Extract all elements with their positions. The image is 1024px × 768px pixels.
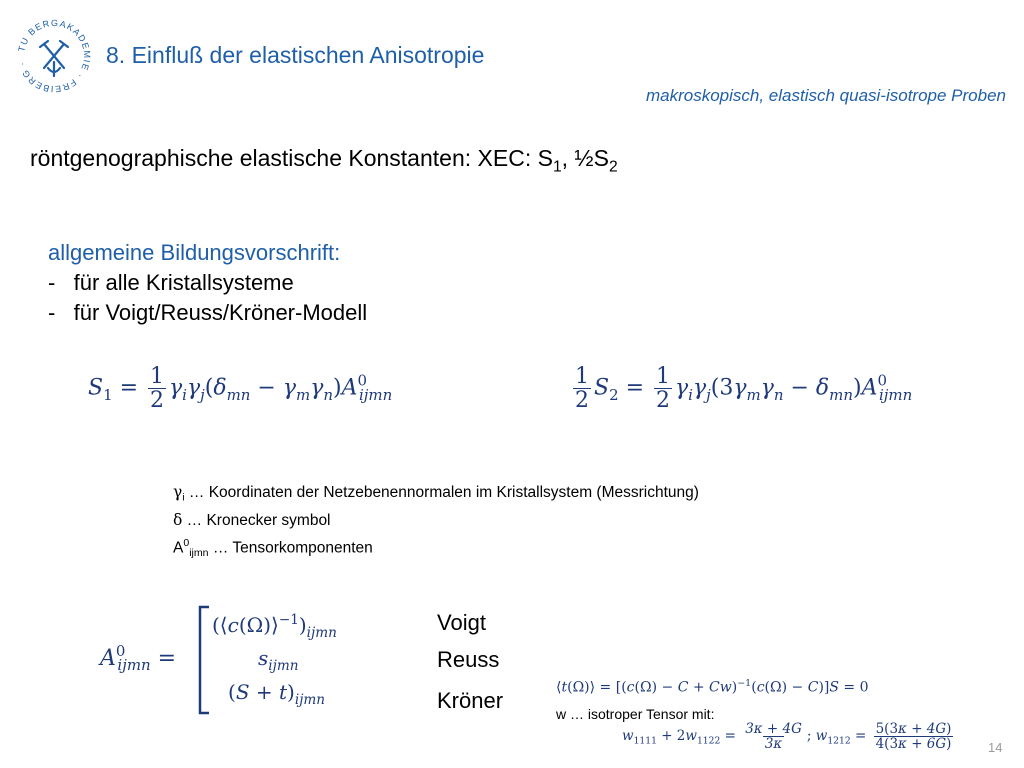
kroener-equation: ⟨t(Ω)⟩ = $[(c(\Omega) - C + Cw)^{-1}(c(\Omega) - C)]S = 0$ [556, 678, 869, 696]
case-kroener-formula: $(S + t)_{ijmn}$ [228, 680, 326, 708]
page-title: 8. Einfluß der elastischen Anisotropie [106, 42, 485, 68]
equation-a0-lhs: $A^0_{ijmn}$ = [100, 642, 177, 675]
model-voigt: Voigt [437, 610, 486, 635]
rule-item-2: für Voigt/Reuss/Kröner-Modell [73, 300, 368, 325]
s1-subscript: 1 [552, 158, 562, 176]
equation-s1: $S_1$ = $\frac{1}{2}$ $\gamma_i\gamma_j(\delta_{mn} - \gamma_m\gamma_n)A^0_{ijmn}$ [88, 364, 393, 414]
w-tensor-equation: $w_{1111} + 2w_{1122}$ = $\frac{3\kappa + 4G}{3\kappa}$ ; $w_{1212}$ = $\frac{5(3\kappa + 4G)}{4(3\kappa + 6G)}$ [622, 721, 952, 753]
model-reuss: Reuss [437, 647, 500, 672]
rule-block [48, 238, 367, 328]
xec-line [30, 145, 618, 176]
xec-mid: , ½S [561, 145, 609, 171]
svg-text:TU BERGAKADEMIE · FREIBERG ·: TU BERGAKADEMIE · FREIBERG · [16, 17, 93, 95]
university-logo [14, 16, 94, 96]
bracket-shape [196, 605, 212, 715]
equation-s2: $\frac{1}{2}$ $S_2$ = $\frac{1}{2}$ $\gamma_i\gamma_j(3\gamma_m\gamma_n - \delta_{mn})A^0_{ijmn}$ [575, 364, 913, 414]
gamma-symbol: γ [173, 483, 183, 501]
a-symbol: A [173, 539, 184, 556]
page-subtitle: makroskopisch, elastisch quasi-isotrope Proben [645, 86, 1006, 105]
rule-heading: allgemeine Bildungsvorschrift: [48, 240, 341, 265]
rule-item-1: für alle Kristallsysteme [73, 270, 294, 295]
a-subscript: ijmn [189, 546, 209, 559]
case-voigt-formula: $(⟨c(\Omega)⟩^{-1})_{ijmn}$ [212, 612, 337, 641]
legend-delta [173, 509, 699, 532]
a-superscript: 0 [183, 536, 190, 549]
legend-gamma [173, 481, 699, 509]
symbol-legend [173, 481, 699, 564]
tu-freiberg-seal-icon [14, 16, 94, 96]
page-number: 14 [988, 740, 1003, 755]
s2-subscript: 2 [608, 158, 618, 176]
xec-text: röntgenographische elastische Konstanten: XEC: S [30, 145, 553, 171]
w-tensor-label: w … isotroper Tensor mit: [556, 706, 715, 722]
legend-tensor [173, 532, 699, 564]
list-item: - für Voigt/Reuss/Kröner-Modell [48, 300, 368, 325]
list-item: - für alle Kristallsysteme [48, 270, 294, 295]
model-kroener: Kröner [437, 688, 504, 713]
delta-symbol: δ [173, 510, 183, 529]
gamma-description: … Koordinaten der Netzebenennormalen im Kristallsystem (Messrichtung) [184, 484, 699, 501]
gamma-subscript: i [182, 491, 185, 504]
tensor-description: … Tensorkomponenten [208, 539, 373, 556]
case-reuss-formula: $s_{ijmn}$ [258, 646, 299, 674]
delta-description: … Kronecker symbol [182, 511, 331, 529]
